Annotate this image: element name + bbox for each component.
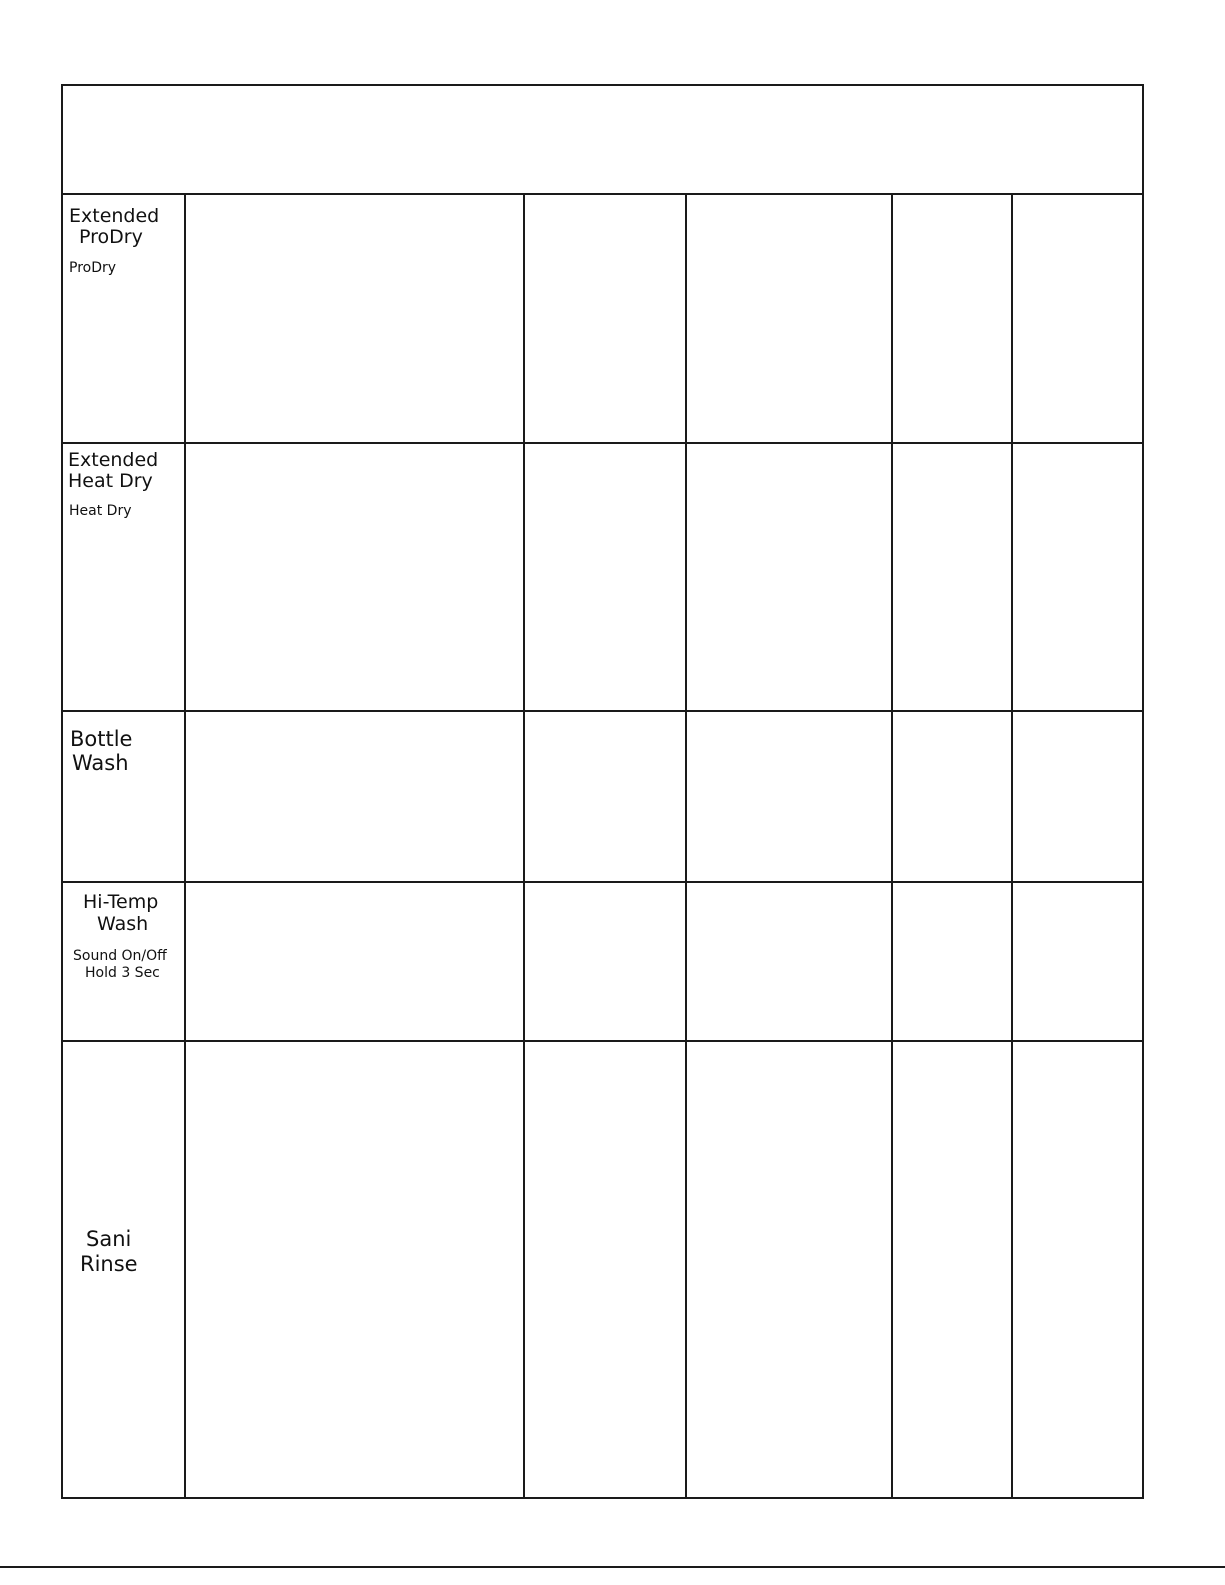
row-2-subtitle: Heat Dry bbox=[69, 503, 132, 519]
row-divider-header bbox=[61, 193, 1144, 195]
row-5-title-line2: Rinse bbox=[80, 1252, 138, 1276]
row-divider-4 bbox=[61, 1040, 1144, 1042]
row-2-title-line1: Extended bbox=[68, 449, 159, 471]
row-1-subtitle: ProDry bbox=[69, 260, 117, 276]
row-3-title-line2: Wash bbox=[72, 751, 129, 775]
row-divider-2 bbox=[61, 710, 1144, 712]
row-1-title-line1: Extended bbox=[69, 205, 160, 227]
row-3-title-line1: Bottle bbox=[70, 727, 133, 751]
row-2-title-line2: Heat Dry bbox=[68, 470, 153, 492]
column-divider-1 bbox=[184, 193, 186, 1499]
row-divider-3 bbox=[61, 881, 1144, 883]
row-1-title-line2: ProDry bbox=[79, 226, 143, 248]
column-divider-5 bbox=[1011, 193, 1013, 1499]
page-bottom-rule bbox=[0, 1566, 1225, 1568]
table-frame bbox=[61, 84, 1144, 1499]
column-divider-3 bbox=[685, 193, 687, 1499]
column-divider-2 bbox=[523, 193, 525, 1499]
row-4-title-line1: Hi-Temp bbox=[83, 891, 159, 913]
row-4-title-line2: Wash bbox=[97, 913, 149, 935]
row-4-subtitle-line2: Hold 3 Sec bbox=[85, 965, 160, 981]
column-divider-4 bbox=[891, 193, 893, 1499]
row-divider-1 bbox=[61, 442, 1144, 444]
row-5-title-line1: Sani bbox=[86, 1227, 132, 1251]
row-4-subtitle-line1: Sound On/Off bbox=[73, 948, 167, 964]
